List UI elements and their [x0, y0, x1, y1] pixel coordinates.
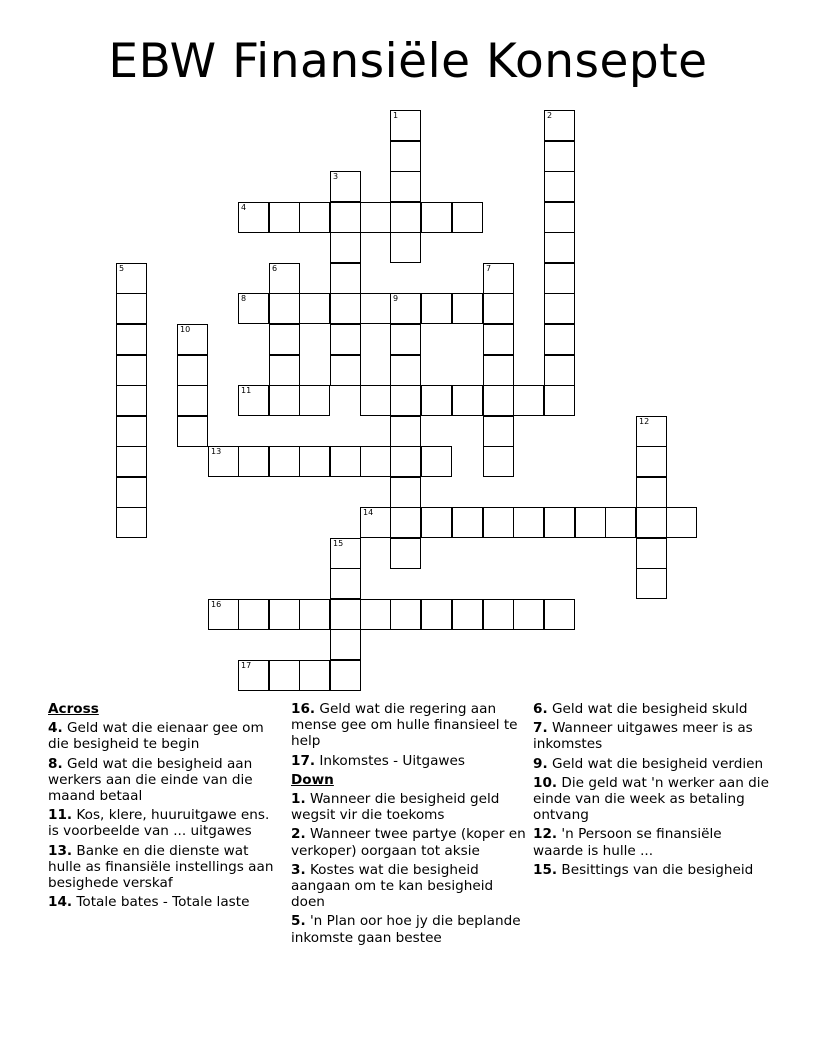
grid-cell[interactable]: [513, 385, 544, 416]
grid-cell[interactable]: [452, 599, 483, 630]
page-title: EBW Finansiële Konsepte: [108, 34, 708, 89]
grid-cell[interactable]: [421, 507, 452, 538]
grid-cell[interactable]: [299, 446, 330, 477]
clue-number-label: 14.: [48, 894, 73, 911]
grid-cell[interactable]: [330, 355, 361, 386]
grid-cell[interactable]: [269, 324, 300, 355]
grid-cell[interactable]: [238, 599, 269, 630]
grid-cell[interactable]: [544, 599, 575, 630]
grid-cell[interactable]: [330, 324, 361, 355]
grid-cell[interactable]: [421, 293, 452, 324]
grid-cell[interactable]: [330, 568, 361, 599]
grid-cell[interactable]: [483, 385, 514, 416]
grid-cell[interactable]: [483, 263, 514, 294]
clue-number-label: 4.: [48, 720, 63, 737]
clue-text: 'n Persoon se finansiële waarde is hulle ...: [533, 826, 722, 859]
grid-cell[interactable]: [544, 293, 575, 324]
clue-text: Geld wat die besigheid skuld: [547, 701, 748, 717]
clue-column-1: [48, 701, 276, 913]
grid-cell[interactable]: [421, 446, 452, 477]
clue-number: 12: [639, 417, 650, 426]
clue-number: 15: [333, 539, 344, 548]
grid-cell[interactable]: [330, 232, 361, 263]
grid-cell[interactable]: [269, 385, 300, 416]
grid-cell[interactable]: [390, 355, 421, 386]
grid-cell[interactable]: [544, 110, 575, 141]
clue-text: Kos, klere, huuruitgawe ens. is voorbeelde van ... uitgawes: [48, 807, 270, 840]
grid-cell[interactable]: [513, 507, 544, 538]
grid-cell[interactable]: [177, 324, 208, 355]
grid-cell[interactable]: [330, 202, 361, 233]
grid-cell[interactable]: [483, 416, 514, 447]
clue-number-label: 2.: [291, 826, 306, 843]
grid-cell[interactable]: [330, 629, 361, 660]
grid-cell[interactable]: [483, 355, 514, 386]
grid-cell[interactable]: [452, 293, 483, 324]
clue-item: [533, 720, 773, 752]
clue-number-label: 12.: [533, 826, 558, 843]
grid-cell[interactable]: [390, 416, 421, 447]
grid-cell[interactable]: [330, 599, 361, 630]
grid-cell[interactable]: [116, 324, 147, 355]
grid-cell[interactable]: [544, 507, 575, 538]
grid-cell[interactable]: [544, 141, 575, 172]
grid-cell[interactable]: [452, 385, 483, 416]
clue-text: Kostes wat die besigheid aangaan om te kan besigheid doen: [291, 861, 494, 911]
clue-item: [533, 775, 773, 824]
clue-item: [291, 913, 527, 945]
grid-cell[interactable]: [269, 599, 300, 630]
grid-cell[interactable]: [299, 202, 330, 233]
clue-number-label: 7.: [533, 720, 548, 737]
grid-cell[interactable]: [513, 599, 544, 630]
clue-text: Die geld wat 'n werker aan die einde van die week as betaling ontvang: [533, 774, 769, 824]
clue-column-3: [533, 701, 773, 881]
grid-cell[interactable]: [238, 385, 269, 416]
clue-item: [533, 701, 773, 717]
grid-cell[interactable]: [390, 507, 421, 538]
clue-text: Geld wat die besigheid aan werkers aan die einde van die maand betaal: [48, 755, 253, 805]
grid-cell[interactable]: [483, 293, 514, 324]
clue-number-label: 15.: [533, 861, 558, 878]
clue-number: 7: [486, 264, 492, 273]
clue-number-label: 13.: [48, 842, 73, 859]
clue-item: [291, 826, 527, 858]
clue-text: Besittings van die besigheid: [557, 861, 754, 878]
clue-number-label: 10.: [533, 774, 558, 791]
clue-item: [533, 862, 773, 878]
grid-cell[interactable]: [299, 660, 330, 691]
grid-cell[interactable]: [452, 507, 483, 538]
grid-cell[interactable]: [483, 324, 514, 355]
clue-text: Geld wat die besigheid verdien: [547, 755, 764, 772]
clue-item: [291, 753, 527, 769]
grid-cell[interactable]: [269, 263, 300, 294]
grid-cell[interactable]: [238, 660, 269, 691]
grid-cell[interactable]: [360, 507, 391, 538]
grid-cell[interactable]: [390, 171, 421, 202]
clue-text: Wanneer uitgawes meer is as inkomstes: [533, 720, 753, 753]
grid-cell[interactable]: [421, 385, 452, 416]
grid-cell[interactable]: [116, 355, 147, 386]
clue-item: [291, 701, 527, 750]
grid-cell[interactable]: [238, 293, 269, 324]
grid-cell[interactable]: [208, 599, 239, 630]
clue-number: 16: [211, 600, 222, 609]
grid-cell[interactable]: [390, 202, 421, 233]
grid-cell[interactable]: [116, 507, 147, 538]
clue-text: Totale bates - Totale laste: [72, 894, 250, 911]
grid-cell[interactable]: [330, 538, 361, 569]
clue-number-label: 8.: [48, 755, 63, 772]
clue-number: 13: [211, 447, 222, 456]
clue-number-label: 9.: [533, 755, 548, 772]
grid-cell[interactable]: [177, 355, 208, 386]
clue-number: 14: [363, 508, 374, 517]
clue-number: 10: [180, 325, 191, 334]
grid-cell[interactable]: [544, 355, 575, 386]
grid-cell[interactable]: [269, 446, 300, 477]
grid-cell[interactable]: [269, 202, 300, 233]
grid-cell[interactable]: [299, 385, 330, 416]
down-clue-list: [291, 791, 527, 946]
grid-cell[interactable]: [390, 232, 421, 263]
grid-cell[interactable]: [390, 599, 421, 630]
grid-cell[interactable]: [544, 202, 575, 233]
grid-cell[interactable]: [390, 538, 421, 569]
grid-cell[interactable]: [360, 446, 391, 477]
grid-cell[interactable]: [390, 385, 421, 416]
grid-cell[interactable]: [116, 263, 147, 294]
grid-cell[interactable]: [360, 599, 391, 630]
grid-cell[interactable]: [483, 507, 514, 538]
across-clue-list: [48, 720, 276, 910]
grid-cell[interactable]: [116, 446, 147, 477]
clue-text: Geld wat die regering aan mense gee om hulle finansieel te help: [291, 701, 518, 750]
across-clue-list-continued: [291, 701, 527, 769]
clue-text: 'n Plan oor hoe jy die beplande inkomste gaan bestee: [291, 913, 521, 946]
grid-cell[interactable]: [390, 110, 421, 141]
clue-number: 4: [241, 203, 247, 212]
clue-text: Geld wat die eienaar gee om die besigheid te begin: [48, 720, 264, 753]
clue-number: 11: [241, 386, 252, 395]
grid-cell[interactable]: [544, 324, 575, 355]
grid-cell[interactable]: [360, 385, 391, 416]
grid-cell[interactable]: [421, 599, 452, 630]
grid-cell[interactable]: [636, 507, 667, 538]
grid-cell[interactable]: [208, 446, 239, 477]
clue-item: [48, 807, 276, 839]
clue-number-label: 3.: [291, 861, 306, 878]
clue-number: 8: [241, 294, 247, 303]
clue-number: 17: [241, 661, 252, 670]
clue-number-label: 17.: [291, 752, 316, 769]
clue-number-label: 11.: [48, 807, 73, 824]
grid-cell[interactable]: [390, 477, 421, 508]
grid-cell[interactable]: [177, 416, 208, 447]
grid-cell[interactable]: [544, 385, 575, 416]
clue-text: Wanneer twee partye (koper en verkoper) oorgaan tot aksie: [291, 826, 526, 859]
grid-cell[interactable]: [390, 446, 421, 477]
grid-cell[interactable]: [544, 171, 575, 202]
grid-cell[interactable]: [390, 141, 421, 172]
grid-cell[interactable]: [421, 202, 452, 233]
clue-item: [291, 791, 527, 823]
grid-cell[interactable]: [360, 293, 391, 324]
clue-item: [533, 756, 773, 772]
grid-cell[interactable]: [636, 568, 667, 599]
down-clue-list-continued: [533, 701, 773, 878]
clue-number: 2: [547, 111, 553, 120]
clue-number-label: 6.: [533, 701, 548, 717]
grid-cell[interactable]: [483, 599, 514, 630]
clue-number: 1: [393, 111, 399, 120]
across-header: Across: [48, 701, 99, 717]
grid-cell[interactable]: [330, 171, 361, 202]
clue-text: Wanneer die besigheid geld wegsit vir die toekoms: [291, 791, 500, 824]
grid-cell[interactable]: [390, 324, 421, 355]
grid-cell[interactable]: [330, 446, 361, 477]
grid-cell[interactable]: [605, 507, 636, 538]
grid-cell[interactable]: [116, 293, 147, 324]
grid-cell[interactable]: [269, 293, 300, 324]
clue-text: Inkomstes - Uitgawes: [315, 752, 465, 769]
grid-cell[interactable]: [116, 477, 147, 508]
grid-cell[interactable]: [544, 263, 575, 294]
grid-cell[interactable]: [330, 660, 361, 691]
clue-number-label: 5.: [291, 913, 306, 930]
grid-cell[interactable]: [330, 263, 361, 294]
grid-cell[interactable]: [360, 202, 391, 233]
clue-item: [533, 826, 773, 858]
grid-cell[interactable]: [483, 446, 514, 477]
clue-number: 9: [393, 294, 399, 303]
grid-cell[interactable]: [636, 477, 667, 508]
grid-cell[interactable]: [177, 385, 208, 416]
grid-cell[interactable]: [452, 202, 483, 233]
clue-column-2: [291, 701, 527, 949]
grid-cell[interactable]: [238, 446, 269, 477]
grid-cell[interactable]: [575, 507, 606, 538]
grid-cell[interactable]: [636, 538, 667, 569]
grid-cell[interactable]: [299, 293, 330, 324]
grid-cell[interactable]: [330, 293, 361, 324]
clue-number-label: 1.: [291, 791, 306, 808]
clue-item: [48, 894, 276, 910]
grid-cell[interactable]: [299, 599, 330, 630]
grid-cell[interactable]: [116, 385, 147, 416]
clue-number-label: 16.: [291, 701, 316, 717]
clue-item: [48, 756, 276, 805]
grid-cell[interactable]: [636, 446, 667, 477]
grid-cell[interactable]: [238, 202, 269, 233]
clue-text: Banke en die dienste wat hulle as finansiële instellings aan besighede verskaf: [48, 842, 274, 892]
clue-number: 5: [119, 264, 125, 273]
grid-cell[interactable]: [666, 507, 697, 538]
grid-cell[interactable]: [636, 416, 667, 447]
clue-item: [48, 720, 276, 752]
grid-cell[interactable]: [390, 293, 421, 324]
clue-item: [48, 843, 276, 892]
clue-number: 3: [333, 172, 339, 181]
grid-cell[interactable]: [116, 416, 147, 447]
grid-cell[interactable]: [544, 232, 575, 263]
grid-cell[interactable]: [269, 660, 300, 691]
grid-cell[interactable]: [269, 355, 300, 386]
clue-item: [291, 862, 527, 911]
down-header: Down: [291, 771, 334, 788]
clue-number: 6: [272, 264, 278, 273]
